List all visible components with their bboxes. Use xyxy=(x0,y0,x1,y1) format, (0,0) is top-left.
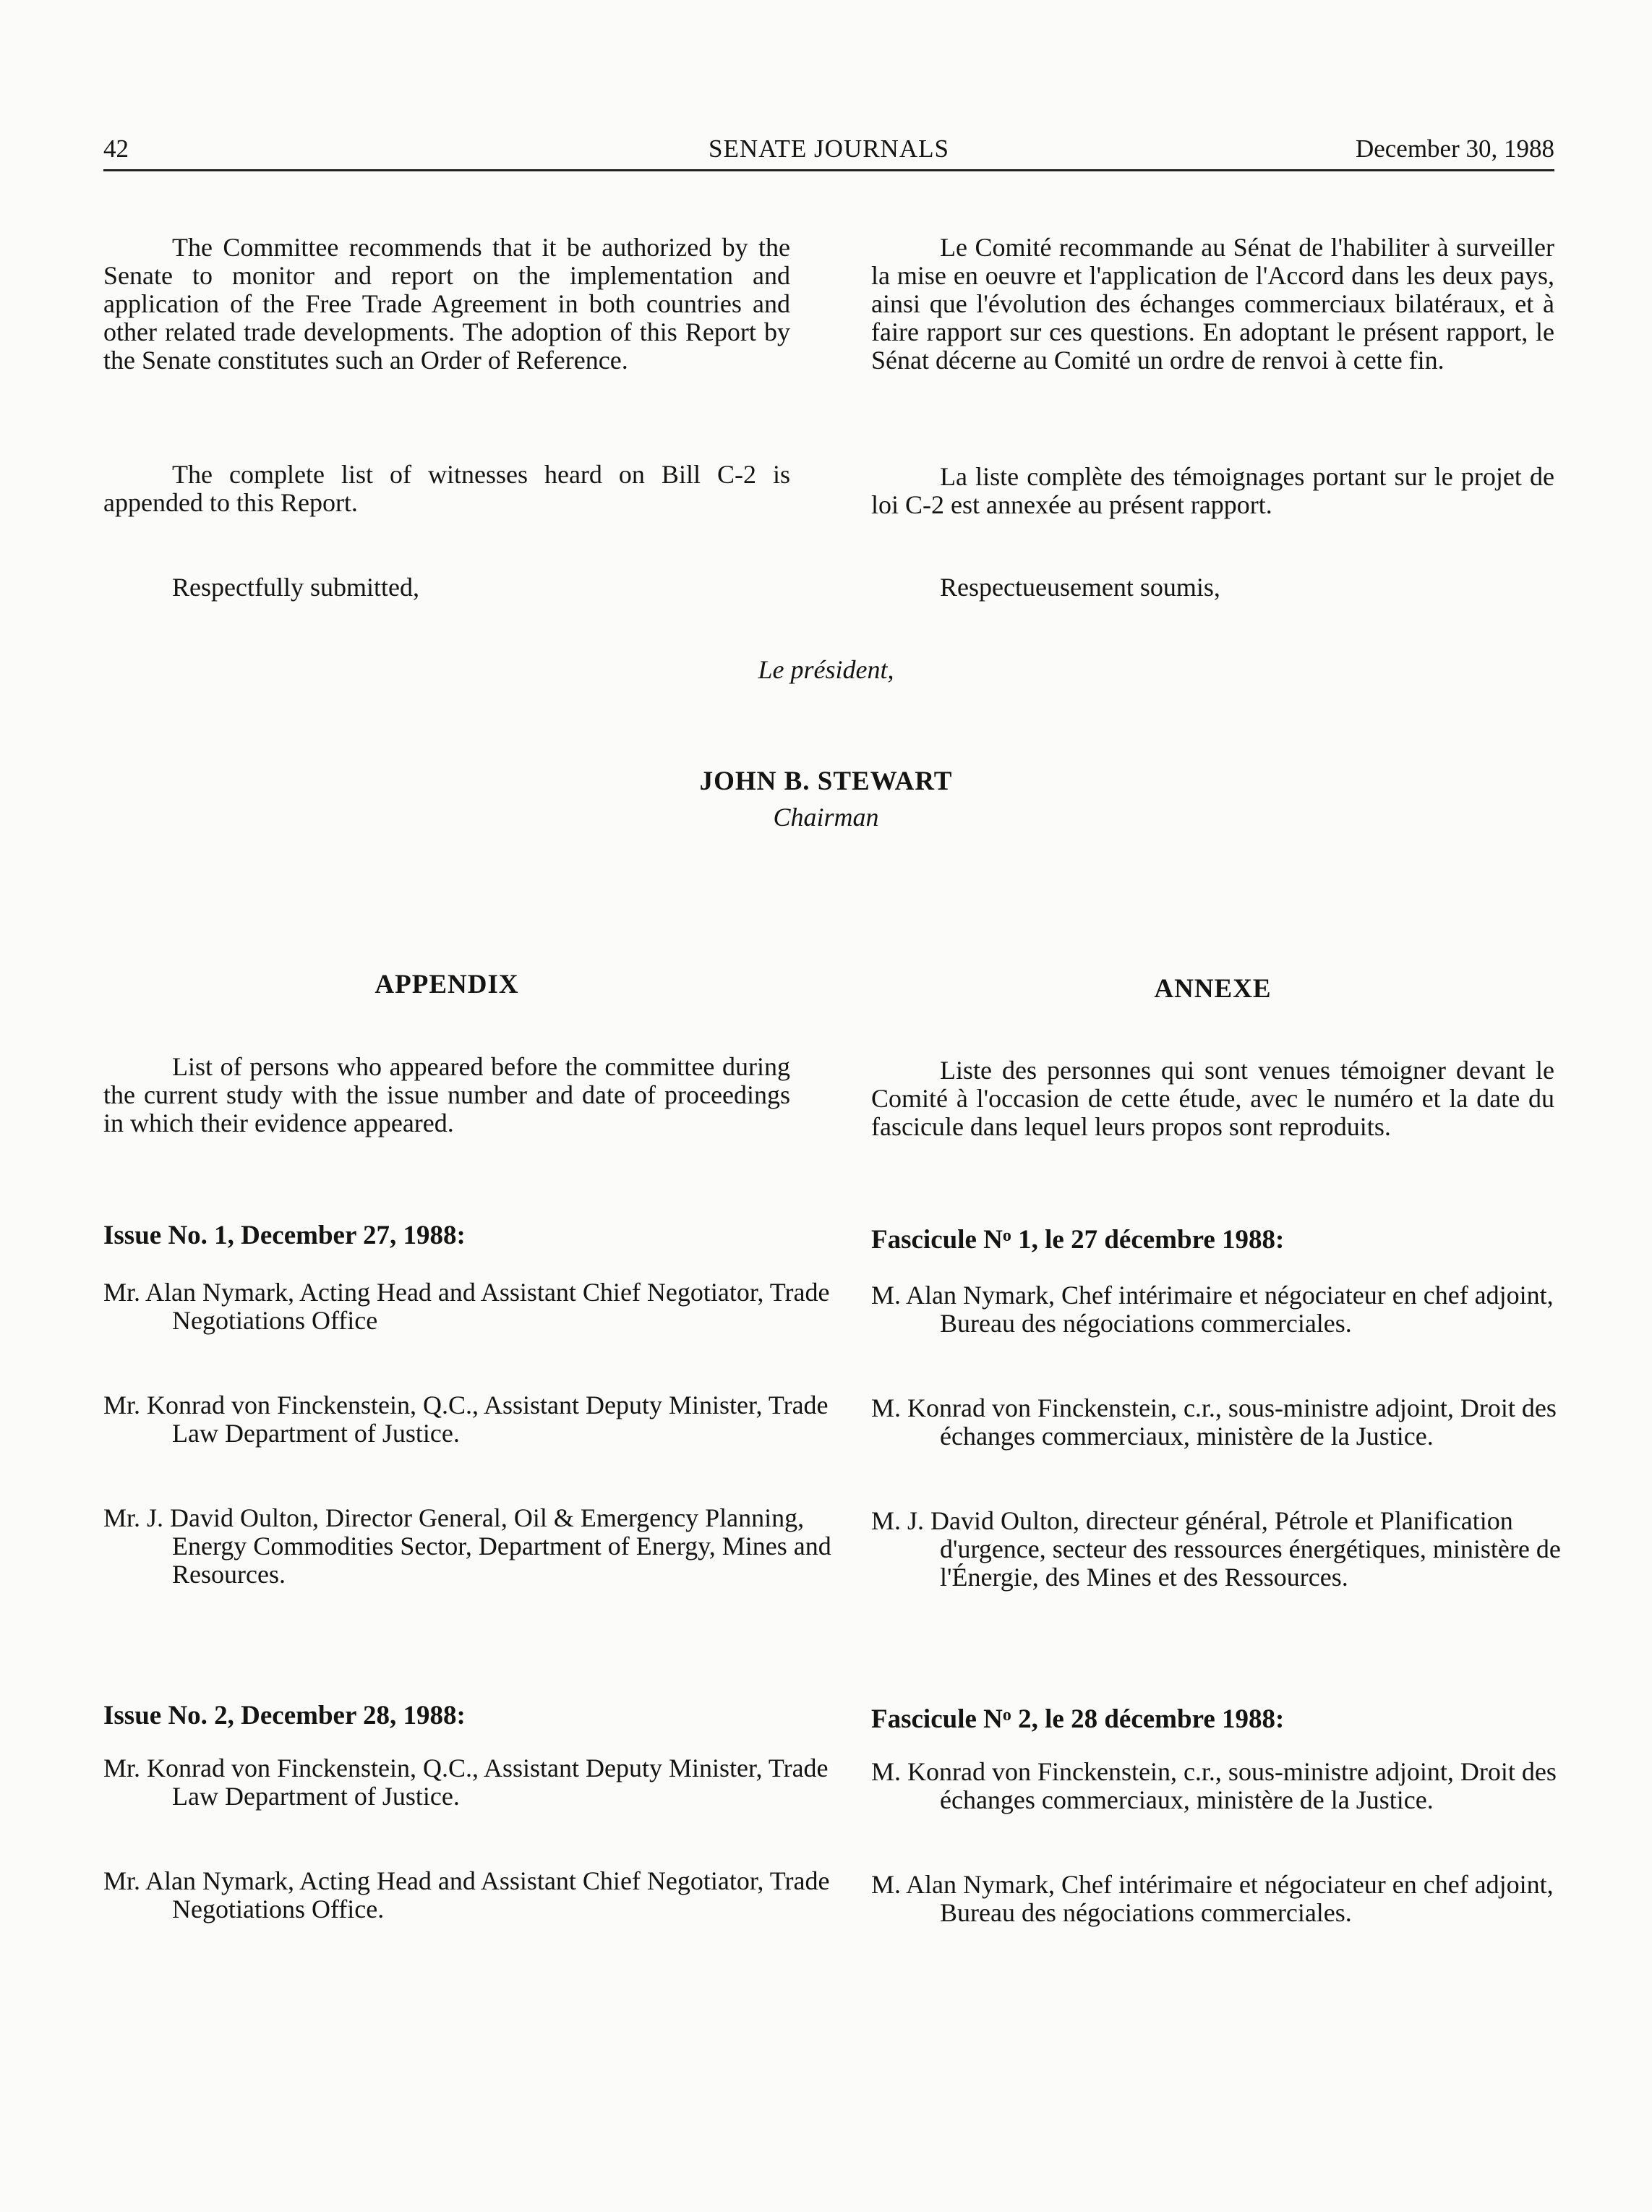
signature-title-fr: Le président, xyxy=(758,655,894,684)
en-issue2-witness: Mr. Konrad von Finckenstein, Q.C., Assistant Deputy Minister, Trade Law Department of Justice. xyxy=(103,1754,829,1811)
en-issue2-heading: Issue No. 2, December 28, 1988: xyxy=(103,1701,466,1730)
fr-closing: Respectueusement soumis, xyxy=(940,573,1220,602)
fr-issue2-witness: M. Konrad von Finckenstein, c.r., sous-ministre adjoint, Droit des échanges commerciaux, ministère de la Justice. xyxy=(871,1757,1557,1814)
en-appendix-intro: List of persons who appeared before the committee during the current study with the issue number and date of proceedings in which their evidence appeared. xyxy=(103,1052,790,1137)
en-issue2-witness: Mr. Alan Nymark, Acting Head and Assistant Chief Negotiator, Trade Negotiations Office. xyxy=(103,1866,830,1923)
appendix-heading: APPENDIX xyxy=(375,970,519,999)
signature-name: JOHN B. STEWART xyxy=(699,766,953,796)
header-date: December 30, 1988 xyxy=(1355,134,1554,163)
fr-issue1-witness: M. J. David Oulton, directeur général, Pétrole et Planification d'urgence, secteur des ressources énergétiques, ministère de l'Énergie, des Mines et des Ressources. xyxy=(871,1506,1561,1592)
annexe-heading: ANNEXE xyxy=(1154,974,1272,1004)
fr-issue2-heading: Fascicule $N^o$ 2, le 28 décembre 1988: xyxy=(871,1704,1285,1734)
page-number: 42 xyxy=(103,134,129,163)
fr-recommendation-paragraph: Le Comité recommande au Sénat de l'habiliter à surveiller la mise en oeuvre et l'application de l'Accord dans les deux pays, ainsi que l'évolution des échanges commerciaux bilatéraux, et à faire rapport sur ces questions. En adoptant le présent rapport, le Sénat décerne au Comité un ordre de renvoi à cette fin. xyxy=(871,233,1554,375)
page-header xyxy=(103,134,1554,171)
signature-title-en: Chairman xyxy=(773,803,879,832)
en-closing: Respectfully submitted, xyxy=(172,573,419,602)
en-issue1-witness: Mr. J. David Oulton, Director General, Oil & Emergency Planning, Energy Commodities Sector, Department of Energy, Mines and Resources. xyxy=(103,1503,831,1589)
fr-appendix-intro: Liste des personnes qui sont venues témoigner devant le Comité à l'occasion de cette étude, avec le numéro et la date du fascicule dans lequel leurs propos sont reproduits. xyxy=(871,1056,1554,1141)
fr-issue1-witness: M. Alan Nymark, Chef intérimaire et négociateur en chef adjoint, Bureau des négociations commerciales. xyxy=(871,1281,1554,1338)
fr-witness-list-paragraph: La liste complète des témoignages portant sur le projet de loi C-2 est annexée au présent rapport. xyxy=(871,462,1554,519)
en-issue1-witness: Mr. Konrad von Finckenstein, Q.C., Assistant Deputy Minister, Trade Law Department of Justice. xyxy=(103,1391,829,1448)
fr-issue2-witness: M. Alan Nymark, Chef intérimaire et négociateur en chef adjoint, Bureau des négociations commerciales. xyxy=(871,1870,1554,1927)
en-recommendation-paragraph: The Committee recommends that it be authorized by the Senate to monitor and report on the implementation and application of the Free Trade Agreement in both countries and other related trade developments. The adoption of this Report by the Senate constitutes such an Order of Reference. xyxy=(103,233,790,375)
fr-issue1-witness: M. Konrad von Finckenstein, c.r., sous-ministre adjoint, Droit des échanges commerciaux, ministère de la Justice. xyxy=(871,1393,1557,1451)
fr-issue1-heading: Fascicule $N^o$ 1, le 27 décembre 1988: xyxy=(871,1225,1285,1255)
journal-title: SENATE JOURNALS xyxy=(709,134,949,163)
en-witness-list-paragraph: The complete list of witnesses heard on Bill C-2 is appended to this Report. xyxy=(103,460,790,517)
en-issue1-heading: Issue No. 1, December 27, 1988: xyxy=(103,1221,466,1250)
en-issue1-witness: Mr. Alan Nymark, Acting Head and Assistant Chief Negotiator, Trade Negotiations Office xyxy=(103,1278,830,1335)
